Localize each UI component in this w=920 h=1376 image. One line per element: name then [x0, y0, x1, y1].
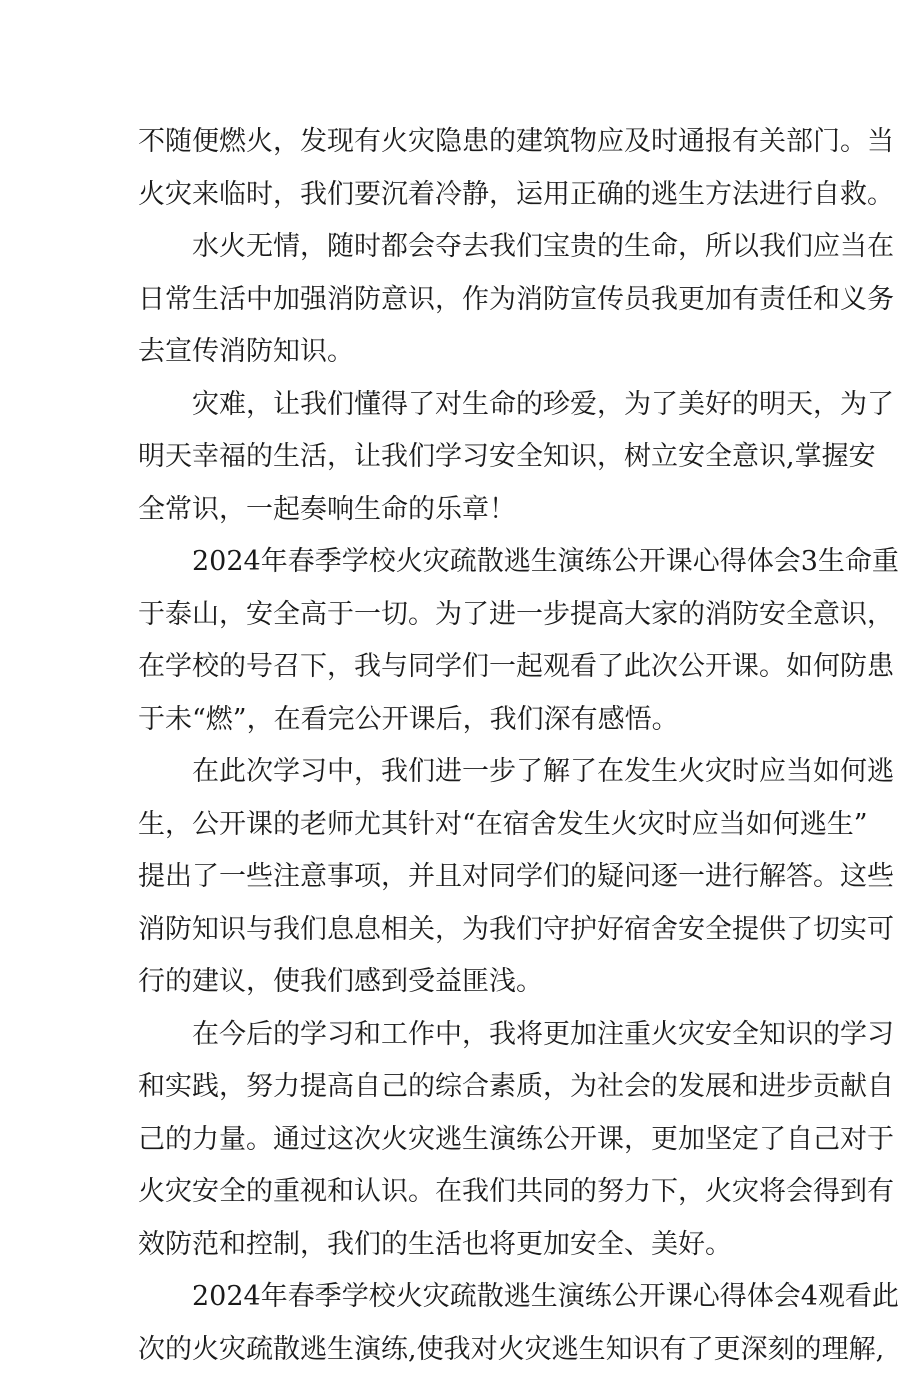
- text-line: 火灾来临时，我们要沉着冷静，运用正确的逃生方法进行自救。: [138, 169, 784, 222]
- text-line: 在今后的学习和工作中，我将更加注重火灾安全知识的学习: [138, 1009, 784, 1062]
- text-line: 2024年春季学校火灾疏散逃生演练公开课心得体会3生命重: [138, 536, 784, 589]
- text-line: 水火无情，随时都会夺去我们宝贵的生命，所以我们应当在: [138, 221, 784, 274]
- text-line: 于未“燃”，在看完公开课后，我们深有感悟。: [138, 694, 784, 747]
- text-line: 火灾安全的重视和认识。在我们共同的努力下，火灾将会得到有: [138, 1166, 784, 1219]
- text-line: 全常识，一起奏响生命的乐章！: [138, 484, 784, 537]
- text-line: 在学校的号召下，我与同学们一起观看了此次公开课。如何防患: [138, 641, 784, 694]
- text-line: 消防知识与我们息息相关，为我们守护好宿舍安全提供了切实可: [138, 904, 784, 957]
- text-line: 和实践，努力提高自己的综合素质，为社会的发展和进步贡献自: [138, 1061, 784, 1114]
- text-line: 明天幸福的生活，让我们学习安全知识，树立安全意识,掌握安: [138, 431, 784, 484]
- text-line: 己的力量。通过这次火灾逃生演练公开课，更加坚定了自己对于: [138, 1114, 784, 1167]
- text-line: 日常生活中加强消防意识，作为消防宣传员我更加有责任和义务: [138, 274, 784, 327]
- text-line: 提出了一些注意事项，并且对同学们的疑问逐一进行解答。这些: [138, 851, 784, 904]
- text-line: 次的火灾疏散逃生演练,使我对火灾逃生知识有了更深刻的理解,: [138, 1324, 784, 1376]
- text-line: 行的建议，使我们感到受益匪浅。: [138, 956, 784, 1009]
- text-line: 不随便燃火，发现有火灾隐患的建筑物应及时通报有关部门。当: [138, 116, 784, 169]
- text-line: 效防范和控制，我们的生活也将更加安全、美好。: [138, 1219, 784, 1272]
- text-line: 于泰山，安全高于一切。为了进一步提高大家的消防安全意识，: [138, 589, 784, 642]
- text-line: 生，公开课的老师尤其针对“在宿舍发生火灾时应当如何逃生”: [138, 799, 784, 852]
- text-line: 在此次学习中，我们进一步了解了在发生火灾时应当如何逃: [138, 746, 784, 799]
- text-line: 去宣传消防知识。: [138, 326, 784, 379]
- text-line: 灾难，让我们懂得了对生命的珍爱，为了美好的明天，为了: [138, 379, 784, 432]
- document-body-text: [138, 116, 784, 1376]
- text-line: 2024年春季学校火灾疏散逃生演练公开课心得体会4观看此: [138, 1271, 784, 1324]
